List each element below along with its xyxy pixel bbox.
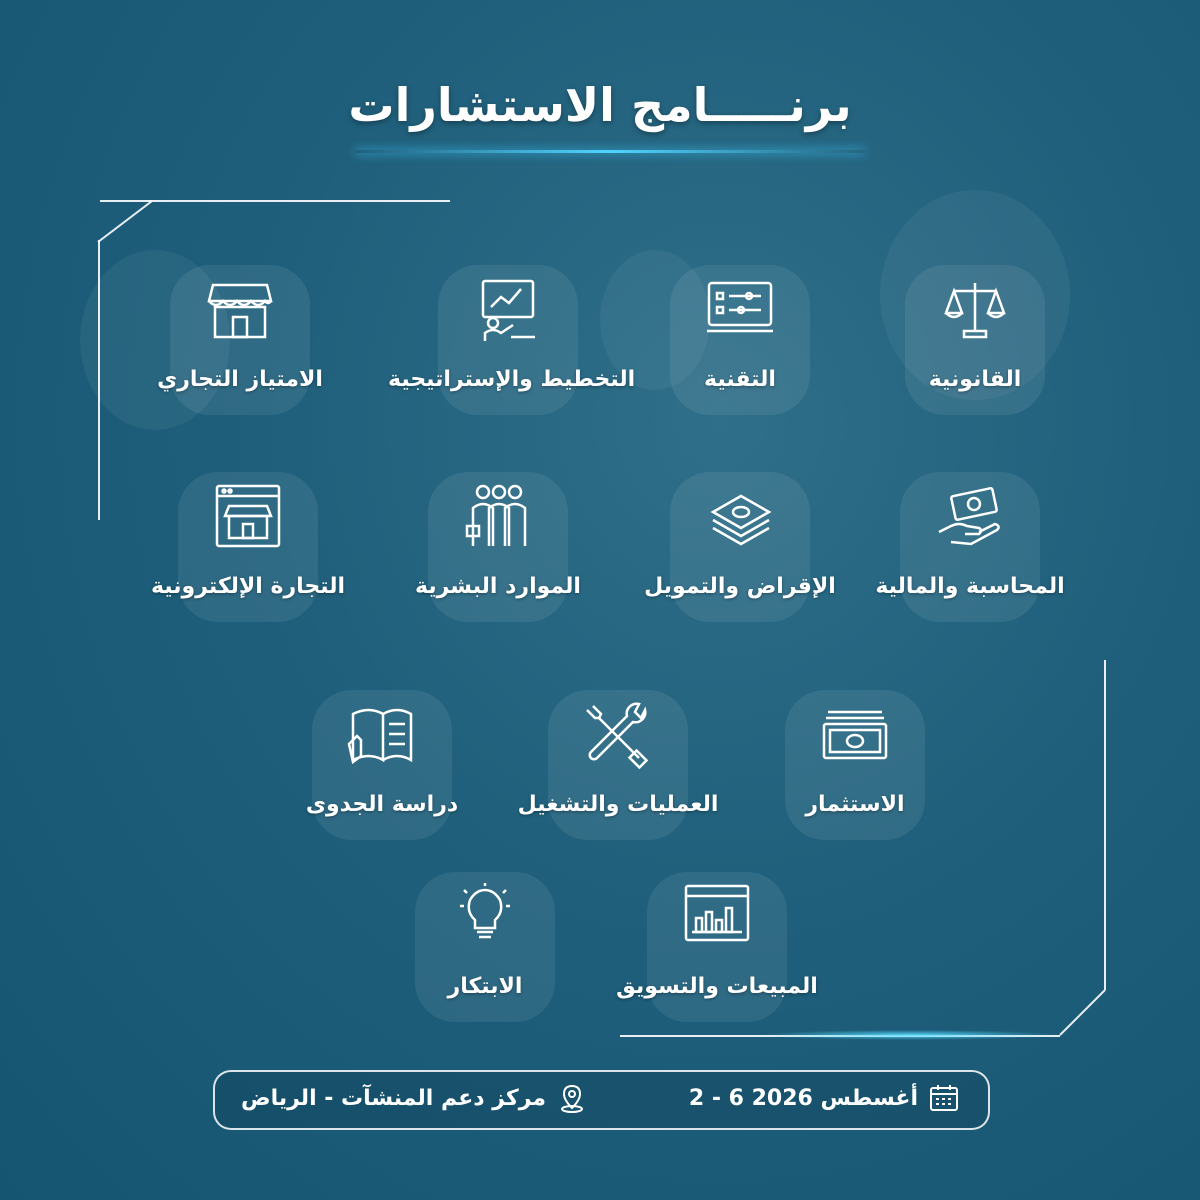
- service-label: التقنية: [704, 367, 776, 392]
- service-accounting-finance: [850, 482, 1090, 599]
- service-feasibility-study: [262, 700, 502, 817]
- service-technology: [620, 275, 860, 392]
- service-innovation: [365, 882, 605, 999]
- service-label: التجارة الإلكترونية: [150, 574, 346, 599]
- service-human-resources: [378, 482, 618, 599]
- event-date-text: 2 - 6 أغسطس 2026: [688, 1085, 918, 1111]
- event-location: [241, 1082, 588, 1114]
- bottom-glow: [760, 1030, 1060, 1040]
- service-label: الاستثمار: [805, 792, 905, 817]
- location-pin-icon: [556, 1082, 588, 1114]
- money-stack-icon: [705, 482, 775, 552]
- service-label: دراسة الجدوى: [305, 792, 459, 817]
- service-investment: [735, 700, 975, 817]
- page-title: برنـــــامج الاستشارات: [348, 78, 852, 132]
- service-label: القانونية: [928, 367, 1022, 392]
- service-operations: [498, 700, 738, 817]
- service-label: المبيعات والتسويق: [616, 974, 818, 999]
- banknote-icon: [820, 700, 890, 770]
- frame-line-right: [1104, 660, 1106, 990]
- service-sales-marketing: [597, 882, 837, 999]
- calendar-icon: [928, 1082, 960, 1114]
- frame-corner-top-left: [96, 198, 156, 244]
- open-book-icon: [347, 700, 417, 770]
- service-label: المحاسبة والمالية: [875, 574, 1065, 599]
- monitor-settings-icon: [705, 275, 775, 345]
- service-legal: [855, 275, 1095, 392]
- event-date: [689, 1082, 960, 1114]
- service-label: الامتياز التجاري: [157, 367, 323, 392]
- service-lending-financing: [620, 482, 860, 599]
- presentation-chart-icon: [473, 275, 543, 345]
- frame-corner-bottom-right: [1058, 988, 1108, 1038]
- event-location-text: مركز دعم المنشآت - الرياض: [241, 1085, 547, 1111]
- service-label: العمليات والتشغيل: [517, 792, 719, 817]
- service-label: التخطيط والإستراتيجية: [388, 367, 636, 392]
- browser-chart-icon: [682, 882, 752, 952]
- event-info-bar: [213, 1070, 990, 1130]
- title-underline: [355, 150, 865, 153]
- money-hand-icon: [935, 482, 1005, 552]
- service-ecommerce: [128, 482, 368, 599]
- online-store-icon: [213, 482, 283, 552]
- service-label: الابتكار: [447, 974, 523, 999]
- people-group-icon: [463, 482, 533, 552]
- scales-icon: [940, 275, 1010, 345]
- frame-line-left: [98, 240, 100, 520]
- service-label: الإقراض والتمويل: [644, 574, 836, 599]
- service-planning-strategy: [388, 275, 636, 392]
- service-label: الموارد البشرية: [415, 574, 581, 599]
- service-franchise: [120, 275, 360, 392]
- lightbulb-icon: [450, 882, 520, 952]
- tools-icon: [583, 700, 653, 770]
- storefront-icon: [205, 275, 275, 345]
